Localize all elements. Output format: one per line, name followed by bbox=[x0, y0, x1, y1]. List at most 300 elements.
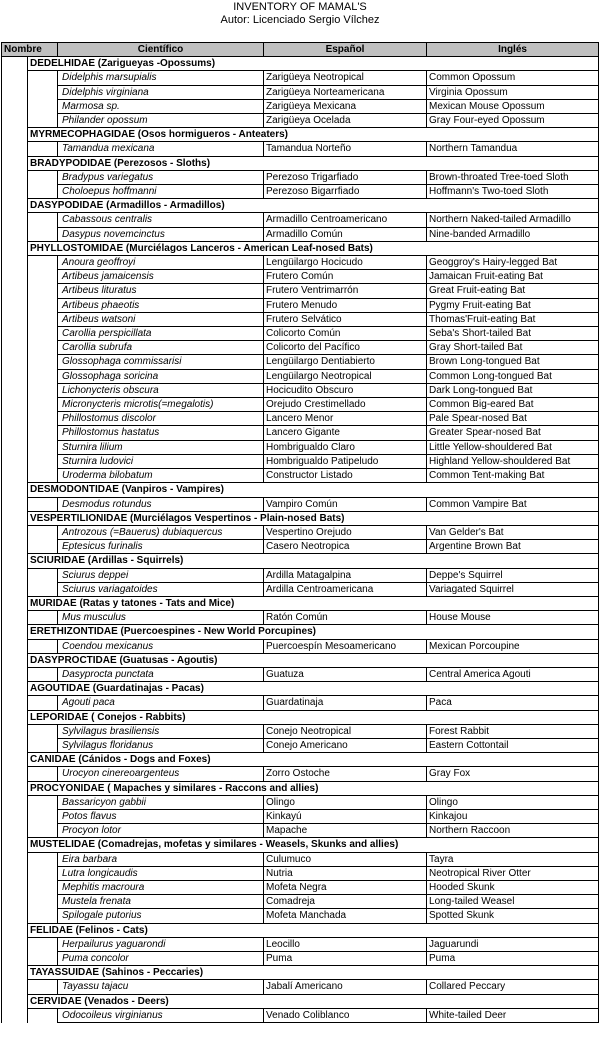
indent-cell bbox=[28, 824, 58, 838]
family-row bbox=[2, 199, 599, 213]
family-name: DASYPODIDAE (Armadillos - Armadillos) bbox=[28, 199, 599, 213]
nombre-cell bbox=[2, 525, 28, 539]
english-name: Highland Yellow-shouldered Bat bbox=[427, 454, 599, 468]
species-row bbox=[2, 454, 599, 468]
spanish-name: Lancero Menor bbox=[264, 412, 427, 426]
nombre-cell bbox=[2, 540, 28, 554]
species-row bbox=[2, 213, 599, 227]
family-name: MUSTELIDAE (Comadrejas, mofetas y similares - Weasels, Skunks and allies) bbox=[28, 838, 599, 852]
species-row bbox=[2, 170, 599, 184]
english-name: Common Opossum bbox=[427, 71, 599, 85]
spanish-name: Perezoso Trigarfiado bbox=[264, 170, 427, 184]
spanish-name: Comadreja bbox=[264, 895, 427, 909]
spanish-name: Puma bbox=[264, 952, 427, 966]
species-row bbox=[2, 426, 599, 440]
scientific-name: Artibeus lituratus bbox=[58, 284, 264, 298]
species-row bbox=[2, 369, 599, 383]
species-row bbox=[2, 852, 599, 866]
indent-cell bbox=[28, 114, 58, 128]
species-row bbox=[2, 341, 599, 355]
family-row bbox=[2, 966, 599, 980]
spanish-name: Zarigüeya Ocelada bbox=[264, 114, 427, 128]
family-row bbox=[2, 554, 599, 568]
nombre-cell bbox=[2, 369, 28, 383]
scientific-name: Sylvilagus floridanus bbox=[58, 738, 264, 752]
spanish-name: Hocicudito Obscuro bbox=[264, 383, 427, 397]
nombre-cell bbox=[2, 625, 28, 639]
spanish-name: Colicorto del Pacífico bbox=[264, 341, 427, 355]
indent-cell bbox=[28, 909, 58, 923]
scientific-name: Sciurus variagatoides bbox=[58, 582, 264, 596]
english-name: Mexican Porcoupine bbox=[427, 639, 599, 653]
english-name: Gray Four-eyed Opossum bbox=[427, 114, 599, 128]
scientific-name: Bassaricyon gabbii bbox=[58, 795, 264, 809]
indent-cell bbox=[28, 298, 58, 312]
species-row bbox=[2, 270, 599, 284]
nombre-cell bbox=[2, 213, 28, 227]
english-name: Forest Rabbit bbox=[427, 724, 599, 738]
nombre-cell bbox=[2, 753, 28, 767]
english-name: Dark Long-tongued Bat bbox=[427, 383, 599, 397]
spanish-name: Tamandua Norteño bbox=[264, 142, 427, 156]
scientific-name: Lutra longicaudis bbox=[58, 866, 264, 880]
indent-cell bbox=[28, 142, 58, 156]
english-name: White-tailed Deer bbox=[427, 1008, 599, 1022]
indent-cell bbox=[28, 85, 58, 99]
nombre-cell bbox=[2, 696, 28, 710]
english-name: Geoggroy's Hairy-legged Bat bbox=[427, 256, 599, 270]
nombre-cell bbox=[2, 454, 28, 468]
spanish-name: Olingo bbox=[264, 795, 427, 809]
english-name: Central America Agouti bbox=[427, 667, 599, 681]
nombre-cell bbox=[2, 582, 28, 596]
english-name: Common Long-tongued Bat bbox=[427, 369, 599, 383]
nombre-cell bbox=[2, 568, 28, 582]
family-row bbox=[2, 753, 599, 767]
spanish-name: Armadillo Común bbox=[264, 227, 427, 241]
scientific-name: Sturnira lilium bbox=[58, 440, 264, 454]
scientific-name: Coendou mexicanus bbox=[58, 639, 264, 653]
document-header bbox=[0, 0, 600, 29]
indent-cell bbox=[28, 980, 58, 994]
family-row bbox=[2, 653, 599, 667]
indent-cell bbox=[28, 412, 58, 426]
family-row bbox=[2, 128, 599, 142]
spanish-name: Perezoso Bigarrfiado bbox=[264, 185, 427, 199]
scientific-name: Potos flavus bbox=[58, 809, 264, 823]
spanish-name: Conejo Americano bbox=[264, 738, 427, 752]
species-row bbox=[2, 497, 599, 511]
header-nombre: Nombre bbox=[2, 43, 58, 57]
nombre-cell bbox=[2, 412, 28, 426]
scientific-name: Bradypus variegatus bbox=[58, 170, 264, 184]
family-row bbox=[2, 596, 599, 610]
scientific-name: Glossophaga commissarisi bbox=[58, 355, 264, 369]
nombre-cell bbox=[2, 682, 28, 696]
scientific-name: Dasyprocta punctata bbox=[58, 667, 264, 681]
species-row bbox=[2, 142, 599, 156]
scientific-name: Sciurus deppei bbox=[58, 568, 264, 582]
family-row bbox=[2, 511, 599, 525]
table-body bbox=[2, 57, 599, 1023]
nombre-cell bbox=[2, 937, 28, 951]
species-row bbox=[2, 866, 599, 880]
english-name: Hoffmann's Two-toed Sloth bbox=[427, 185, 599, 199]
indent-cell bbox=[28, 469, 58, 483]
species-row bbox=[2, 440, 599, 454]
family-row bbox=[2, 57, 599, 71]
nombre-cell bbox=[2, 554, 28, 568]
nombre-cell bbox=[2, 767, 28, 781]
spanish-name: Hombrigualdo Claro bbox=[264, 440, 427, 454]
spanish-name: Frutero Ventrimarrón bbox=[264, 284, 427, 298]
nombre-cell bbox=[2, 99, 28, 113]
scientific-name: Anoura geoffroyi bbox=[58, 256, 264, 270]
species-row bbox=[2, 469, 599, 483]
indent-cell bbox=[28, 99, 58, 113]
spanish-name: Colicorto Común bbox=[264, 327, 427, 341]
english-name: Hooded Skunk bbox=[427, 880, 599, 894]
nombre-cell bbox=[2, 440, 28, 454]
table-header-row bbox=[2, 43, 599, 57]
scientific-name: Spilogale putorius bbox=[58, 909, 264, 923]
family-row bbox=[2, 838, 599, 852]
nombre-cell bbox=[2, 724, 28, 738]
nombre-cell bbox=[2, 57, 28, 71]
spanish-name: Lengüilargo Dentiabierto bbox=[264, 355, 427, 369]
spanish-name: Venado Coliblanco bbox=[264, 1008, 427, 1022]
english-name: Common Tent-making Bat bbox=[427, 469, 599, 483]
scientific-name: Didelphis marsupialis bbox=[58, 71, 264, 85]
english-name: Gray Fox bbox=[427, 767, 599, 781]
spanish-name: Constructor Listado bbox=[264, 469, 427, 483]
indent-cell bbox=[28, 312, 58, 326]
family-row bbox=[2, 625, 599, 639]
indent-cell bbox=[28, 256, 58, 270]
scientific-name: Procyon lotor bbox=[58, 824, 264, 838]
document-title: INVENTORY OF MAMAL'S bbox=[233, 1, 367, 13]
english-name: Olingo bbox=[427, 795, 599, 809]
indent-cell bbox=[28, 284, 58, 298]
nombre-cell bbox=[2, 256, 28, 270]
spanish-name: Lancero Gigante bbox=[264, 426, 427, 440]
scientific-name: Antrozous (=Bauerus) dubiaquercus bbox=[58, 525, 264, 539]
english-name: Brown-throated Tree-toed Sloth bbox=[427, 170, 599, 184]
indent-cell bbox=[28, 185, 58, 199]
inventory-table bbox=[1, 42, 599, 1023]
nombre-cell bbox=[2, 185, 28, 199]
scientific-name: Philander opossum bbox=[58, 114, 264, 128]
indent-cell bbox=[28, 611, 58, 625]
scientific-name: Herpailurus yaguarondi bbox=[58, 937, 264, 951]
family-name: SCIURIDAE (Ardillas - Squirrels) bbox=[28, 554, 599, 568]
nombre-cell bbox=[2, 895, 28, 909]
scientific-name: Agouti paca bbox=[58, 696, 264, 710]
english-name: Pygmy Fruit-eating Bat bbox=[427, 298, 599, 312]
family-name: DESMODONTIDAE (Vanpiros - Vampires) bbox=[28, 483, 599, 497]
english-name: Collared Peccary bbox=[427, 980, 599, 994]
species-row bbox=[2, 256, 599, 270]
nombre-cell bbox=[2, 298, 28, 312]
english-name: Northern Tamandua bbox=[427, 142, 599, 156]
indent-cell bbox=[28, 213, 58, 227]
spanish-name: Conejo Neotropical bbox=[264, 724, 427, 738]
species-row bbox=[2, 540, 599, 554]
english-name: Nine-banded Armadillo bbox=[427, 227, 599, 241]
header-espanol: Español bbox=[264, 43, 427, 57]
spanish-name: Kinkayú bbox=[264, 809, 427, 823]
spanish-name: Hombrigualdo Patipeludo bbox=[264, 454, 427, 468]
species-row bbox=[2, 880, 599, 894]
spanish-name: Frutero Selvático bbox=[264, 312, 427, 326]
indent-cell bbox=[28, 738, 58, 752]
scientific-name: Uroderma bilobatum bbox=[58, 469, 264, 483]
spanish-name: Mofeta Manchada bbox=[264, 909, 427, 923]
family-row bbox=[2, 483, 599, 497]
spanish-name: Casero Neotropica bbox=[264, 540, 427, 554]
scientific-name: Carollia perspicillata bbox=[58, 327, 264, 341]
english-name: Kinkajou bbox=[427, 809, 599, 823]
nombre-cell bbox=[2, 952, 28, 966]
family-row bbox=[2, 241, 599, 255]
nombre-cell bbox=[2, 866, 28, 880]
family-row bbox=[2, 710, 599, 724]
species-row bbox=[2, 824, 599, 838]
indent-cell bbox=[28, 398, 58, 412]
indent-cell bbox=[28, 724, 58, 738]
species-row bbox=[2, 738, 599, 752]
nombre-cell bbox=[2, 383, 28, 397]
scientific-name: Phillostomus hastatus bbox=[58, 426, 264, 440]
species-row bbox=[2, 639, 599, 653]
scientific-name: Tamandua mexicana bbox=[58, 142, 264, 156]
english-name: Jaguarundi bbox=[427, 937, 599, 951]
scientific-name: Odocoileus virginianus bbox=[58, 1008, 264, 1022]
indent-cell bbox=[28, 341, 58, 355]
nombre-cell bbox=[2, 511, 28, 525]
indent-cell bbox=[28, 568, 58, 582]
spanish-name: Vampiro Común bbox=[264, 497, 427, 511]
nombre-cell bbox=[2, 312, 28, 326]
family-name: LEPORIDAE ( Conejos - Rabbits) bbox=[28, 710, 599, 724]
scientific-name: Lichonycteris obscura bbox=[58, 383, 264, 397]
english-name: Van Gelder's Bat bbox=[427, 525, 599, 539]
spanish-name: Guatuza bbox=[264, 667, 427, 681]
english-name: Brown Long-tongued Bat bbox=[427, 355, 599, 369]
species-row bbox=[2, 525, 599, 539]
indent-cell bbox=[28, 639, 58, 653]
scientific-name: Artibeus watsoni bbox=[58, 312, 264, 326]
spanish-name: Armadillo Centroamericano bbox=[264, 213, 427, 227]
nombre-cell bbox=[2, 497, 28, 511]
nombre-cell bbox=[2, 327, 28, 341]
scientific-name: Sturnira ludovici bbox=[58, 454, 264, 468]
english-name: Thomas'Fruit-eating Bat bbox=[427, 312, 599, 326]
spanish-name: Orejudo Crestimellado bbox=[264, 398, 427, 412]
spanish-name: Lengüilargo Neotropical bbox=[264, 369, 427, 383]
nombre-cell bbox=[2, 199, 28, 213]
spanish-name: Mapache bbox=[264, 824, 427, 838]
spanish-name: Lengüilargo Hocicudo bbox=[264, 256, 427, 270]
scientific-name: Desmodus rotundus bbox=[58, 497, 264, 511]
indent-cell bbox=[28, 454, 58, 468]
indent-cell bbox=[28, 696, 58, 710]
nombre-cell bbox=[2, 852, 28, 866]
species-row bbox=[2, 568, 599, 582]
family-name: PROCYONIDAE ( Mapaches y similares - Raccons and allies) bbox=[28, 781, 599, 795]
species-row bbox=[2, 895, 599, 909]
indent-cell bbox=[28, 355, 58, 369]
family-row bbox=[2, 781, 599, 795]
english-name: Tayra bbox=[427, 852, 599, 866]
family-name: PHYLLOSTOMIDAE (Murciélagos Lanceros - American Leaf-nosed Bats) bbox=[28, 241, 599, 255]
nombre-cell bbox=[2, 880, 28, 894]
nombre-cell bbox=[2, 611, 28, 625]
document-author: Autor: Licenciado Sergio Vílchez bbox=[220, 14, 380, 26]
indent-cell bbox=[28, 525, 58, 539]
scientific-name: Tayassu tajacu bbox=[58, 980, 264, 994]
english-name: Common Vampire Bat bbox=[427, 497, 599, 511]
english-name: Puma bbox=[427, 952, 599, 966]
nombre-cell bbox=[2, 114, 28, 128]
nombre-cell bbox=[2, 241, 28, 255]
nombre-cell bbox=[2, 923, 28, 937]
nombre-cell bbox=[2, 156, 28, 170]
family-name: FELIDAE (Felinos - Cats) bbox=[28, 923, 599, 937]
english-name: Northern Raccoon bbox=[427, 824, 599, 838]
indent-cell bbox=[28, 767, 58, 781]
spanish-name: Vespertino Orejudo bbox=[264, 525, 427, 539]
nombre-cell bbox=[2, 355, 28, 369]
nombre-cell bbox=[2, 85, 28, 99]
species-row bbox=[2, 767, 599, 781]
family-name: BRADYPODIDAE (Perezosos - Sloths) bbox=[28, 156, 599, 170]
indent-cell bbox=[28, 809, 58, 823]
spanish-name: Culumuco bbox=[264, 852, 427, 866]
english-name: Northern Naked-tailed Armadillo bbox=[427, 213, 599, 227]
species-row bbox=[2, 1008, 599, 1022]
species-row bbox=[2, 611, 599, 625]
spanish-name: Mofeta Negra bbox=[264, 880, 427, 894]
nombre-cell bbox=[2, 142, 28, 156]
scientific-name: Carollia subrufa bbox=[58, 341, 264, 355]
english-name: Little Yellow-shouldered Bat bbox=[427, 440, 599, 454]
species-row bbox=[2, 582, 599, 596]
indent-cell bbox=[28, 880, 58, 894]
species-row bbox=[2, 696, 599, 710]
indent-cell bbox=[28, 866, 58, 880]
family-name: VESPERTILIONIDAE (Murciélagos Vespertinos - Plain-nosed Bats) bbox=[28, 511, 599, 525]
nombre-cell bbox=[2, 809, 28, 823]
english-name: Argentine Brown Bat bbox=[427, 540, 599, 554]
scientific-name: Puma concolor bbox=[58, 952, 264, 966]
nombre-cell bbox=[2, 170, 28, 184]
family-name: CERVIDAE (Venados - Deers) bbox=[28, 994, 599, 1008]
english-name: Virginia Opossum bbox=[427, 85, 599, 99]
nombre-cell bbox=[2, 284, 28, 298]
scientific-name: Sylvilagus brasiliensis bbox=[58, 724, 264, 738]
family-name: ERETHIZONTIDAE (Puercoespines - New World Porcupines) bbox=[28, 625, 599, 639]
spanish-name: Puercoespín Mesoamericano bbox=[264, 639, 427, 653]
english-name: Mexican Mouse Opossum bbox=[427, 99, 599, 113]
species-row bbox=[2, 327, 599, 341]
spanish-name: Zarigüeya Neotropical bbox=[264, 71, 427, 85]
species-row bbox=[2, 937, 599, 951]
spanish-name: Zarigüeya Mexicana bbox=[264, 99, 427, 113]
scientific-name: Phillostomus discolor bbox=[58, 412, 264, 426]
nombre-cell bbox=[2, 795, 28, 809]
indent-cell bbox=[28, 1008, 58, 1022]
english-name: Seba's Short-tailed Bat bbox=[427, 327, 599, 341]
scientific-name: Eptesicus furinalis bbox=[58, 540, 264, 554]
nombre-cell bbox=[2, 653, 28, 667]
scientific-name: Didelphis virginiana bbox=[58, 85, 264, 99]
nombre-cell bbox=[2, 341, 28, 355]
family-name: MYRMECOPHAGIDAE (Osos hormigueros - Anteaters) bbox=[28, 128, 599, 142]
species-row bbox=[2, 398, 599, 412]
nombre-cell bbox=[2, 994, 28, 1008]
family-row bbox=[2, 923, 599, 937]
family-row bbox=[2, 156, 599, 170]
family-row bbox=[2, 994, 599, 1008]
english-name: Great Fruit-eating Bat bbox=[427, 284, 599, 298]
nombre-cell bbox=[2, 398, 28, 412]
nombre-cell bbox=[2, 781, 28, 795]
english-name: Common Big-eared Bat bbox=[427, 398, 599, 412]
indent-cell bbox=[28, 383, 58, 397]
english-name: Jamaican Fruit-eating Bat bbox=[427, 270, 599, 284]
species-row bbox=[2, 795, 599, 809]
scientific-name: Artibeus jamaicensis bbox=[58, 270, 264, 284]
indent-cell bbox=[28, 667, 58, 681]
english-name: Eastern Cottontail bbox=[427, 738, 599, 752]
english-name: Greater Spear-nosed Bat bbox=[427, 426, 599, 440]
indent-cell bbox=[28, 582, 58, 596]
species-row bbox=[2, 298, 599, 312]
species-row bbox=[2, 412, 599, 426]
indent-cell bbox=[28, 937, 58, 951]
species-row bbox=[2, 909, 599, 923]
spanish-name: Ardilla Centroamericana bbox=[264, 582, 427, 596]
family-name: DASYPROCTIDAE (Guatusas - Agoutis) bbox=[28, 653, 599, 667]
nombre-cell bbox=[2, 667, 28, 681]
indent-cell bbox=[28, 895, 58, 909]
english-name: Variagated Squirrel bbox=[427, 582, 599, 596]
english-name: Long-tailed Weasel bbox=[427, 895, 599, 909]
species-row bbox=[2, 71, 599, 85]
species-row bbox=[2, 355, 599, 369]
species-row bbox=[2, 667, 599, 681]
species-row bbox=[2, 185, 599, 199]
english-name: Gray Short-tailed Bat bbox=[427, 341, 599, 355]
species-row bbox=[2, 809, 599, 823]
english-name: Deppe's Squirrel bbox=[427, 568, 599, 582]
scientific-name: Urocyon cinereoargenteus bbox=[58, 767, 264, 781]
nombre-cell bbox=[2, 71, 28, 85]
family-row bbox=[2, 682, 599, 696]
header-cientifico: Científico bbox=[58, 43, 264, 57]
indent-cell bbox=[28, 170, 58, 184]
scientific-name: Marmosa sp. bbox=[58, 99, 264, 113]
species-row bbox=[2, 99, 599, 113]
scientific-name: Eira barbara bbox=[58, 852, 264, 866]
spanish-name: Zorro Ostoche bbox=[264, 767, 427, 781]
species-row bbox=[2, 312, 599, 326]
species-row bbox=[2, 85, 599, 99]
scientific-name: Choloepus hoffmanni bbox=[58, 185, 264, 199]
indent-cell bbox=[28, 327, 58, 341]
spanish-name: Jabalí Americano bbox=[264, 980, 427, 994]
